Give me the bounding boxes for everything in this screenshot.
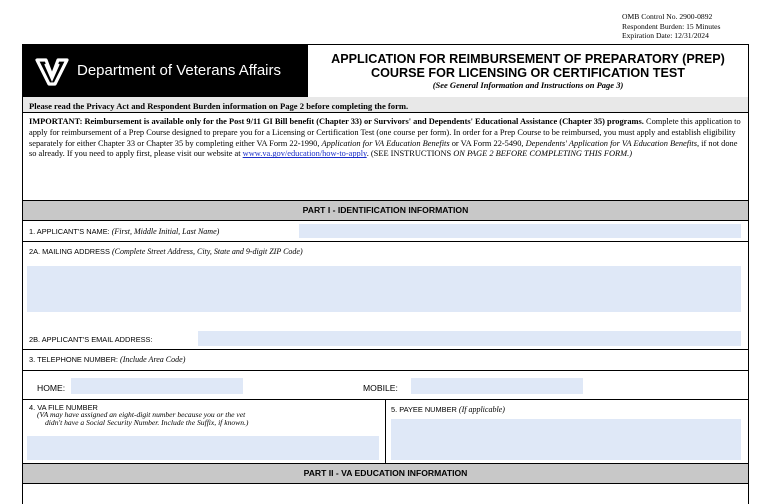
form-subtitle: (See General Information and Instructions on Page 3) <box>432 80 624 90</box>
important-notice <box>23 113 748 201</box>
form-header <box>23 45 748 98</box>
payee-number-label-text: 5. PAYEE NUMBER <box>391 405 459 414</box>
mobile-phone-field[interactable] <box>411 378 583 394</box>
applicant-name-label <box>29 227 219 236</box>
form-5490-title: Dependents' Application for VA Education Benefits, <box>525 138 700 148</box>
respondent-burden: Respondent Burden: 15 Minutes <box>622 21 721 31</box>
mailing-address-hint: (Complete Street Address, City, State and 9-digit ZIP Code) <box>111 247 303 256</box>
mailing-address-label-text: 2A. MAILING ADDRESS <box>29 247 112 256</box>
telephone-row <box>23 350 748 400</box>
email-row <box>23 328 748 350</box>
telephone-label-text: 3. TELEPHONE NUMBER: <box>29 355 121 364</box>
home-phone-field[interactable] <box>71 378 243 394</box>
applicant-name-field[interactable] <box>299 224 741 238</box>
va-file-number-hint-1: (VA may have assigned an eight-digit number because you or the vet <box>37 410 246 419</box>
mailing-address-field[interactable] <box>27 266 741 312</box>
column-divider <box>385 400 386 463</box>
omb-block <box>622 12 764 41</box>
va-file-number-hint-2: didn't have a Social Security Number. Include the Suffix, if known.) <box>45 418 249 427</box>
expiration-date: Expiration Date: 12/31/2024 <box>622 31 709 41</box>
payee-number-field[interactable] <box>391 419 741 460</box>
omb-control-number: OMB Control No. 2900-0892 <box>622 12 713 21</box>
form-title <box>308 45 748 91</box>
telephone-label <box>29 355 185 364</box>
part-2-header: PART II - VA EDUCATION INFORMATION <box>23 464 748 484</box>
important-text: if not done so already. If you need to apply first, please visit our website at <box>29 138 738 159</box>
important-lead: IMPORTANT: Reimbursement is available only for the Post 9/11 GI Bill benefit (Chapter 33) or Survivors' and Dependents' Educational Assistance (Chapter 35) programs. <box>29 117 644 126</box>
agency-banner <box>23 45 308 97</box>
va-file-payee-row <box>23 400 748 464</box>
payee-number-label <box>391 405 505 414</box>
email-label: 2B. APPLICANT'S EMAIL ADDRESS: <box>29 335 153 344</box>
email-field[interactable] <box>198 331 741 346</box>
agency-name: Department of Veterans Affairs <box>77 62 282 79</box>
home-phone-label: HOME: <box>37 383 66 393</box>
va-logo-icon <box>35 56 69 86</box>
mobile-phone-label: MOBILE: <box>363 383 398 393</box>
applicant-name-hint: (First, Middle Initial, Last Name) <box>111 227 220 236</box>
form <box>22 44 749 504</box>
form-1990-title: Application for VA Education Benefits <box>321 138 450 148</box>
applicant-name-label-text: 1. APPLICANT'S NAME: <box>29 227 112 236</box>
form-title-line-1: APPLICATION FOR REIMBURSEMENT OF PREPARATORY (PREP) <box>331 52 725 66</box>
part-1-header: PART I - IDENTIFICATION INFORMATION <box>23 201 748 221</box>
telephone-hint: (Include Area Code) <box>120 355 186 364</box>
mailing-address-label <box>29 247 303 256</box>
important-text: . (SEE INSTRUCTIONS <box>366 149 454 159</box>
va-file-number-field[interactable] <box>27 436 379 460</box>
applicant-name-row <box>23 221 748 242</box>
form-title-line-2: COURSE FOR LICENSING OR CERTIFICATION TEST <box>371 66 685 80</box>
instructions-reference: ON PAGE 2 BEFORE COMPLETING THIS FORM.) <box>453 149 632 159</box>
va-file-number-label: 4. VA FILE NUMBER <box>29 403 98 412</box>
important-text: Complete this application to apply for reimbursement of a Prep Course designed to prepare you for a Licensing or Certification Test (one course per form). In order for a Prep Course to be reimbursed, you must apply and establish eligibility separately for either Chapter 33 or Chapter 35 by completing either VA Form 22-1990, <box>29 117 741 148</box>
how-to-apply-link[interactable]: www.va.gov/education/how-to-apply <box>242 149 367 159</box>
payee-number-hint: (If applicable) <box>458 405 505 414</box>
important-text: or VA Form 22-5490, <box>449 138 526 148</box>
part-2-first-row <box>23 484 748 494</box>
privacy-notice: Please read the Privacy Act and Respondent Burden information on Page 2 before completing the form. <box>23 97 748 113</box>
